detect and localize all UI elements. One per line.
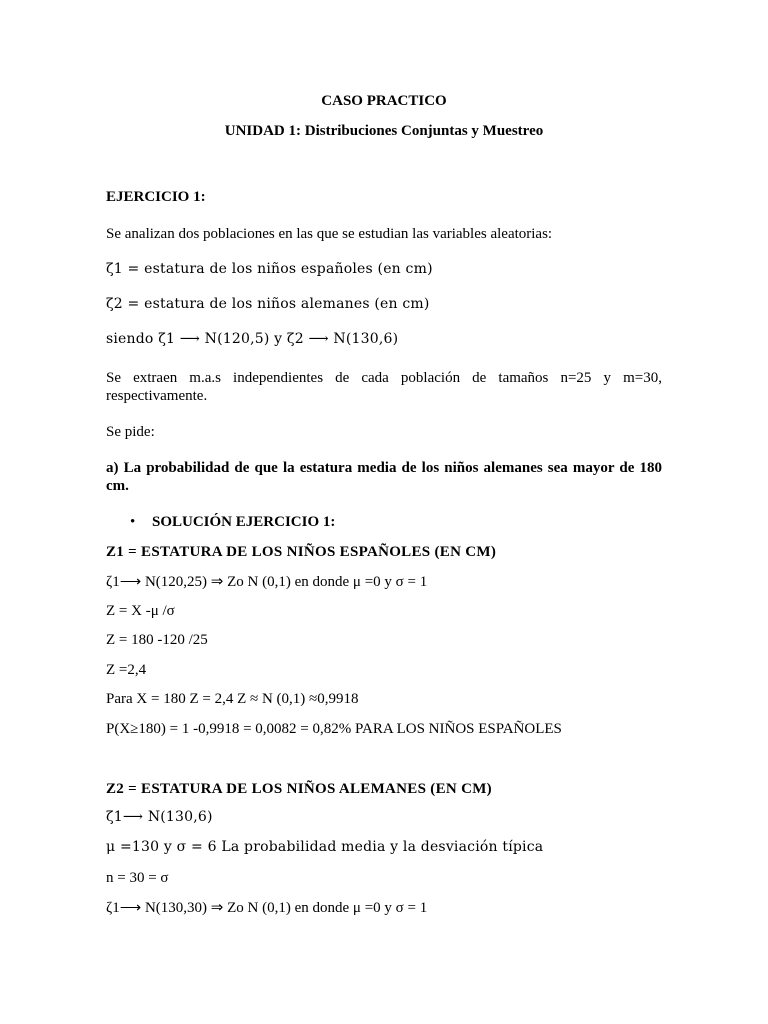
- exercise-heading: EJERCICIO 1:: [106, 189, 206, 205]
- solution-heading: SOLUCIÓN EJERCICIO 1:: [152, 514, 336, 530]
- z2-line: μ =130 y σ = 6 La probabilidad media y la desviación típica: [106, 839, 544, 855]
- z2-line: ζ1⟶ N(130,30) ⇒ Zo N (0,1) en donde μ =0 y σ = 1: [106, 900, 428, 916]
- document-page: [106, 0, 662, 1024]
- question-a: a) La probabilidad de que la estatura media de los niños alemanes sea mayor de 180 cm.: [106, 460, 662, 494]
- se-pide-label: Se pide:: [106, 424, 155, 440]
- z1-line: Z = 180 -120 /25: [106, 632, 208, 648]
- variable-2-definition: ζ2 = estatura de los niños alemanes (en cm): [106, 296, 430, 312]
- bullet-icon: •: [130, 514, 136, 530]
- z1-heading: Z1 = ESTATURA DE LOS NIÑOS ESPAÑOLES (EN CM): [106, 544, 497, 560]
- z1-line: Z =2,4: [106, 662, 147, 678]
- document-subtitle: UNIDAD 1: Distribuciones Conjuntas y Muestreo: [224, 123, 544, 139]
- z1-line: Para X = 180 Z = 2,4 Z ≈ N (0,1) ≈0,9918: [106, 691, 359, 707]
- z2-heading: Z2 = ESTATURA DE LOS NIÑOS ALEMANES (EN CM): [106, 781, 492, 797]
- z2-line: ζ1⟶ N(130,6): [106, 809, 213, 825]
- distribution-statement: siendo ζ1 ⟶ N(120,5) y ζ2 ⟶ N(130,6): [106, 331, 399, 347]
- intro-paragraph: Se analizan dos poblaciones en las que se estudian las variables aleatorias:: [106, 226, 553, 242]
- solution-bullet-item: [106, 513, 662, 533]
- document-title: CASO PRACTICO: [321, 93, 447, 109]
- z2-line: n = 30 = σ: [106, 870, 169, 886]
- z1-line: P(X≥180) = 1 -0,9918 = 0,0082 = 0,82% PARA LOS NIÑOS ESPAÑOLES: [106, 721, 562, 737]
- z1-line: Z = X -μ /σ: [106, 603, 175, 619]
- samples-paragraph: Se extraen m.a.s independientes de cada población de tamaños n=25 y m=30, respectivamente.: [106, 370, 662, 404]
- z1-line: ζ1⟶ N(120,25) ⇒ Zo N (0,1) en donde μ =0 y σ = 1: [106, 574, 428, 590]
- variable-1-definition: ζ1 = estatura de los niños españoles (en cm): [106, 261, 433, 277]
